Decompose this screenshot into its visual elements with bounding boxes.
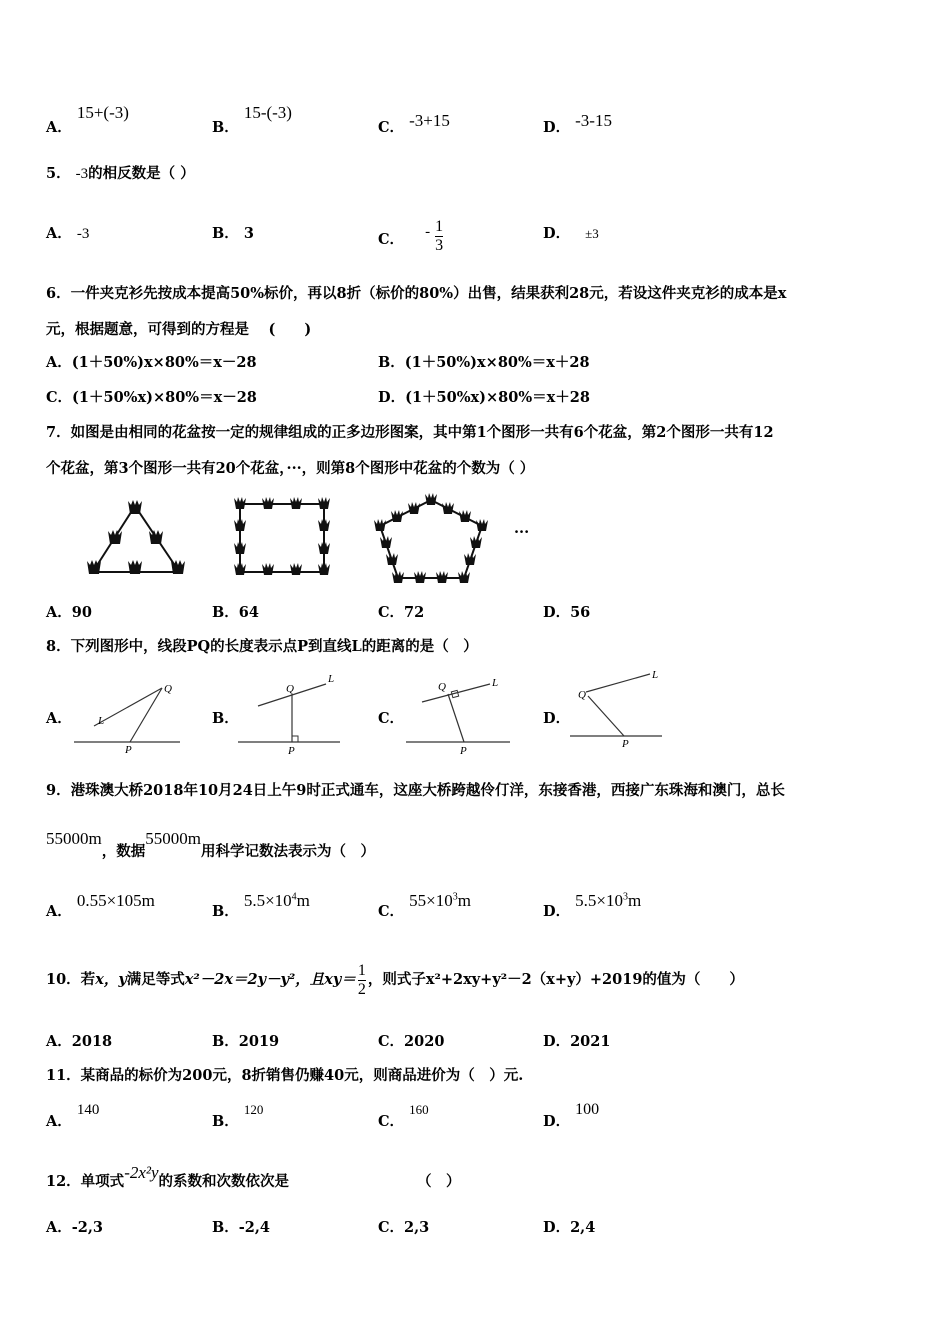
q9-option-d[interactable] — [543, 891, 642, 921]
q12-pre: 12．单项式 — [46, 1173, 125, 1190]
q10-pre: 10．若 — [46, 971, 96, 989]
q12-option-b[interactable] — [212, 1216, 270, 1237]
q10-option-b[interactable] — [212, 1030, 279, 1051]
option-sign: - — [425, 224, 431, 241]
option-text: 64 — [238, 604, 259, 621]
q9-stem-line2 — [46, 829, 375, 861]
label-p: P — [288, 745, 295, 757]
q10-cond: 满足等式 — [126, 971, 185, 989]
q11-option-a[interactable] — [46, 1102, 100, 1131]
label-q: Q — [578, 689, 586, 701]
option-text: (1＋50%)x×80%＝x－28 — [71, 354, 257, 371]
option-base: 55×10 — [409, 891, 453, 910]
option-text: -2,3 — [71, 1219, 104, 1236]
q9-option-b[interactable] — [212, 891, 310, 921]
option-text: 2020 — [404, 1033, 445, 1050]
q6-option-d[interactable] — [378, 386, 590, 407]
option-text: 2021 — [570, 1033, 611, 1050]
q12-option-a[interactable] — [46, 1216, 103, 1237]
q6-option-c[interactable] — [46, 386, 257, 407]
option-label: C． — [378, 604, 405, 621]
q10-fraction — [358, 962, 366, 998]
option-value: 140 — [76, 1102, 100, 1118]
q11-option-c[interactable] — [378, 1102, 429, 1131]
q8-figure-a — [70, 680, 190, 755]
q9-option-c[interactable] — [378, 891, 471, 921]
fraction-numerator: 1 — [435, 218, 444, 235]
label-p: P — [622, 738, 629, 750]
flowerpot-pentagon-figure — [372, 492, 490, 588]
fraction-denominator: 3 — [435, 236, 444, 254]
q12-post: 的系数和次数依次是 — [158, 1173, 290, 1190]
q8-figure-d — [568, 666, 668, 751]
option-label: D． — [543, 119, 571, 136]
option-value: ±3 — [585, 226, 599, 241]
option-base: 5.5×10 — [243, 891, 292, 910]
option-base: 5.5×10 — [575, 891, 623, 910]
option-value: 160 — [409, 1102, 429, 1117]
q10-option-a[interactable] — [46, 1030, 112, 1051]
option-label: C． — [378, 1033, 405, 1050]
option-label: D． — [543, 1113, 571, 1130]
option-label: B． — [212, 1033, 239, 1050]
q5-stem — [46, 162, 195, 183]
q6-stem-line1: 6．一件夹克衫先按成本提高50%标价，再以8折（标价的80%）出售，结果获利28元，若设这件夹克衫的成本是x — [46, 285, 787, 302]
q9-value: 55000m — [46, 829, 102, 848]
q6-option-b[interactable] — [378, 351, 590, 372]
q8-figure-c — [404, 672, 516, 757]
option-text: 0.55×105m — [76, 891, 155, 910]
option-label: B． — [212, 903, 239, 920]
option-exponent: 3 — [622, 891, 628, 903]
option-unit: m — [296, 891, 310, 910]
label-l: L — [652, 669, 659, 681]
q7-stem-line1: 7．如图是由相同的花盆按一定的规律组成的正多边形图案，其中第1个图形一共有6个花盆，第2个图形一共有12 — [46, 424, 774, 441]
option-label: B． — [378, 354, 405, 371]
option-label: A． — [46, 1219, 72, 1236]
option-label: C． — [378, 119, 405, 136]
q8-option-c[interactable]: C． — [378, 710, 405, 727]
q9-end-text: 用科学记数法表示为（ ） — [200, 843, 375, 860]
q8-figure-b — [236, 672, 346, 757]
q8-option-d[interactable]: D． — [543, 710, 571, 727]
q12-monomial: -2x²y — [124, 1163, 159, 1182]
option-label: A． — [46, 354, 72, 371]
q7-option-c[interactable] — [378, 601, 424, 622]
q10-post: ，则式子x²+2xy+y²－2（x+y）+2019的值为（ ） — [367, 971, 744, 989]
q7-option-b[interactable] — [212, 601, 259, 622]
option-text: -2,4 — [238, 1219, 271, 1236]
fraction-denominator: 2 — [357, 980, 366, 998]
option-label: D． — [543, 604, 571, 621]
option-text: 90 — [71, 604, 92, 621]
q12-option-c[interactable] — [378, 1216, 429, 1237]
q9-value-repeat: 55000m — [145, 829, 201, 848]
option-label: D． — [543, 1219, 571, 1236]
option-label: A． — [46, 1033, 72, 1050]
q6-option-a[interactable] — [46, 351, 257, 372]
option-label: C． — [378, 1219, 405, 1236]
option-expr: 15+(-3) — [76, 103, 129, 122]
option-label: C． — [46, 389, 73, 406]
option-value: 3 — [243, 225, 254, 242]
fraction-numerator: 1 — [357, 962, 366, 979]
q4-option-d[interactable] — [543, 111, 612, 137]
option-text: 2019 — [238, 1033, 280, 1050]
q10-option-c[interactable] — [378, 1030, 444, 1051]
label-q: Q — [164, 683, 172, 695]
option-text: (1＋50%x)×80%＝x＋28 — [405, 389, 590, 406]
q9-mid-text: ，数据 — [101, 843, 146, 860]
option-label: A． — [46, 225, 72, 242]
option-fraction — [435, 218, 443, 254]
q6-stem-line2: 元，根据题意，可得到的方程是 ( ) — [46, 321, 312, 338]
q12-option-d[interactable] — [543, 1216, 595, 1237]
q4-option-b[interactable] — [212, 103, 292, 137]
option-label: B． — [212, 604, 239, 621]
q5-option-c[interactable] — [378, 218, 444, 258]
q10-stem — [46, 962, 744, 998]
option-label: B． — [212, 119, 239, 136]
label-q: Q — [286, 683, 294, 695]
q5-text: 的相反数是（ ） — [88, 165, 195, 182]
q7-option-a[interactable] — [46, 601, 92, 622]
q11-option-d[interactable] — [543, 1101, 600, 1131]
label-p: P — [460, 745, 467, 757]
q5-option-b[interactable] — [212, 222, 254, 243]
option-expr: -3+15 — [409, 111, 450, 130]
option-expr: 15-(-3) — [243, 103, 292, 122]
option-label: B． — [212, 1219, 239, 1236]
q7-stem-line2: 个花盆，第3个图形一共有20个花盆，···，则第8个图形中花盆的个数为（ ） — [46, 460, 535, 477]
option-text: 2,3 — [404, 1219, 430, 1236]
option-label: B． — [212, 1113, 239, 1130]
option-unit: m — [627, 891, 642, 910]
label-l: L — [328, 673, 335, 685]
option-label: A． — [46, 119, 72, 136]
option-label: D． — [543, 225, 571, 242]
q12-paren: （ ） — [417, 1173, 461, 1190]
question-number: 5． — [46, 165, 71, 182]
option-label: C． — [378, 1113, 405, 1130]
option-value: -3 — [76, 226, 90, 242]
q4-option-c[interactable] — [378, 111, 450, 137]
q10-option-d[interactable] — [543, 1030, 610, 1051]
label-p: P — [125, 744, 132, 756]
label-q: Q — [438, 681, 446, 693]
flowerpot-triangle-figure — [80, 496, 192, 580]
q9-option-a[interactable] — [46, 891, 155, 921]
option-label: D． — [543, 903, 571, 920]
flowerpot-square-figure — [228, 494, 338, 584]
option-text: (1＋50%x)×80%＝x－28 — [72, 389, 257, 406]
q11-option-b[interactable] — [212, 1102, 264, 1131]
option-label: A． — [46, 903, 72, 920]
q10-equation: x²－2x＝2y－y²，且xy＝ — [184, 971, 356, 989]
option-label: D． — [543, 1033, 571, 1050]
label-l: L — [492, 677, 499, 689]
option-unit: m — [457, 891, 471, 910]
option-label: D． — [378, 389, 406, 406]
option-text: (1＋50%)x×80%＝x＋28 — [404, 354, 590, 371]
label-l: L — [98, 715, 105, 727]
q8-option-a[interactable]: A． — [46, 710, 72, 727]
option-text: 2018 — [71, 1033, 113, 1050]
option-label: B． — [212, 225, 239, 242]
option-value: 100 — [575, 1101, 600, 1118]
option-exponent: 4 — [291, 891, 297, 903]
q10-vars: x，y — [95, 971, 127, 989]
q7-option-d[interactable] — [543, 601, 590, 622]
q5-expr: -3 — [75, 166, 89, 182]
option-expr: -3-15 — [575, 111, 612, 130]
option-text: 72 — [404, 604, 425, 621]
q11-stem: 11．某商品的标价为200元，8折销售仍赚40元，则商品进价为（ ）元. — [46, 1067, 524, 1084]
q8-stem: 8．下列图形中，线段PQ的长度表示点P到直线L的距离的是（ ） — [46, 638, 478, 655]
q5-option-a[interactable] — [46, 222, 89, 243]
option-label: A． — [46, 604, 72, 621]
option-label: C． — [378, 903, 405, 920]
q9-stem-line1: 9．港珠澳大桥2018年10月24日上午9时正式通车，这座大桥跨越伶仃洋，东接香港，西接广东珠海和澳门，总长 — [46, 782, 785, 799]
q8-option-b[interactable]: B． — [212, 710, 239, 727]
option-value: 120 — [243, 1102, 264, 1117]
q12-stem — [46, 1163, 461, 1191]
option-label: A． — [46, 1113, 72, 1130]
q5-option-d[interactable] — [543, 222, 599, 243]
option-exponent: 3 — [452, 891, 458, 903]
figure-ellipsis: ... — [514, 520, 530, 537]
option-text: 56 — [570, 604, 591, 621]
q4-option-a[interactable] — [46, 103, 129, 137]
option-text: 2,4 — [570, 1219, 596, 1236]
option-label: C． — [378, 231, 405, 249]
